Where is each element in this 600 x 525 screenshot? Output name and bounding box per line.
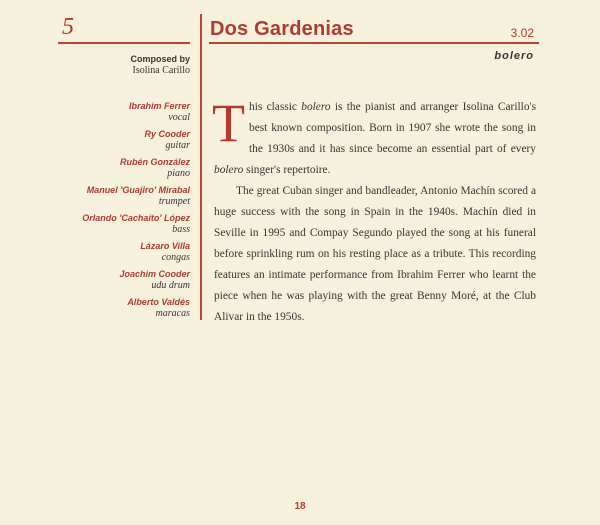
liner-paragraph-2: The great Cuban singer and bandleader, Antonio Machín scored a huge success with the song in Spain in the 1940s. Machín died in Seville in 1995 and Compay Segundo played the song at his funeral before sprinkling rum on his resting place as a tribute. This recording features an intimate performance from Ibrahim Ferrer who learnt the piece when he was playing with the great Benny Moré, at the Club Alivar in the 1950s. xyxy=(214,185,536,323)
musician-instrument: guitar xyxy=(165,140,190,151)
musician-list xyxy=(82,101,190,325)
musician-instrument: udu drum xyxy=(151,280,190,291)
right-header-rule xyxy=(209,42,539,44)
page-number: 18 xyxy=(294,501,306,512)
composed-by-label: Composed by xyxy=(130,54,190,64)
musician-item xyxy=(82,129,190,151)
musician-instrument: bass xyxy=(172,224,190,235)
composer-name: Isolina Carillo xyxy=(132,65,190,76)
track-duration: 3.02 xyxy=(510,26,534,40)
drop-cap: T xyxy=(212,93,245,153)
musician-name: Alberto Valdés xyxy=(127,297,190,307)
track-number: 5 xyxy=(62,14,74,40)
musician-name: Ibrahim Ferrer xyxy=(128,101,190,111)
musician-item xyxy=(82,297,190,319)
musician-instrument: trumpet xyxy=(158,196,190,207)
musician-item xyxy=(82,185,190,207)
musician-name: Manuel 'Guajiro' Mirabal xyxy=(86,185,190,195)
musician-name: Orlando 'Cachaíto' López xyxy=(82,213,190,223)
p1-text-2: is the pianist and arranger Isolina Carillo's best known composition. Born in 1907 she wrote the song in the 1930s and it has since become an essential part of every xyxy=(249,101,537,155)
liner-notes xyxy=(212,93,537,328)
liner-paragraph-1 xyxy=(212,93,537,181)
musician-instrument: piano xyxy=(167,168,190,179)
vertical-divider xyxy=(200,14,202,320)
musician-name: Ry Cooder xyxy=(144,129,190,139)
musician-item xyxy=(82,269,190,291)
musician-name: Joachim Cooder xyxy=(119,269,190,279)
musician-name: Lázaro Villa xyxy=(140,241,190,251)
track-title: Dos Gardenias xyxy=(210,18,354,40)
p1-text-1: his classic xyxy=(249,101,302,113)
musician-item xyxy=(82,101,190,123)
musician-instrument: maracas xyxy=(155,308,190,319)
p1-emphasis-1: bolero xyxy=(301,101,331,113)
composer-credit xyxy=(130,53,190,77)
musician-instrument: vocal xyxy=(168,112,190,123)
track-genre: bolero xyxy=(494,50,534,62)
musician-item xyxy=(82,241,190,263)
p1-emphasis-2: bolero xyxy=(214,164,244,176)
musician-name: Rubén González xyxy=(119,157,190,167)
musician-item xyxy=(82,157,190,179)
musician-instrument: congas xyxy=(161,252,190,263)
musician-item xyxy=(82,213,190,235)
left-header-rule xyxy=(58,42,190,44)
p1-text-3: singer's repertoire. xyxy=(243,164,331,176)
